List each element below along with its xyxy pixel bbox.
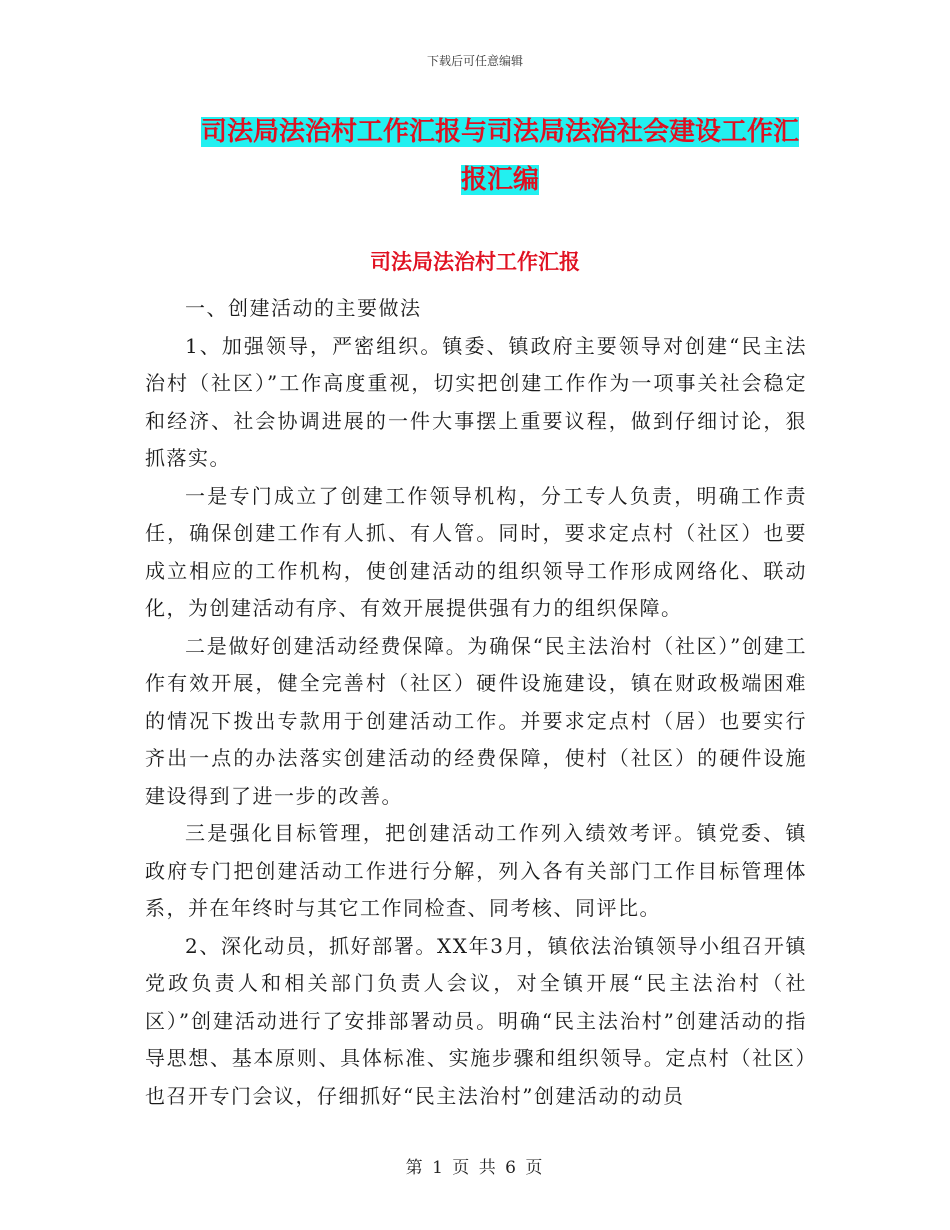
document-title-line2: 报汇编 [460,165,539,195]
paragraph: 一是专门成立了创建工作领导机构，分工专人负责，明确工作责任，确保创建工作有人抓、有人管。同时，要求定点村（社区）也要成立相应的工作机构，使创建活动的组织领导工作形成网络化、联动化，为创建活动有序、有效开展提供强有力的组织保障。 [145,483,807,620]
document-title [190,108,810,204]
paragraph: 三是强化目标管理，把创建活动工作列入绩效考评。镇党委、镇政府专门把创建活动工作进行分解，列入各有关部门工作目标管理体系，并在年终时与其它工作同检查、同考核、同评比。 [145,821,807,920]
section-title: 司法局法治村工作汇报 [370,249,580,274]
paragraph-heading: 一、创建活动的主要做法 [185,296,422,320]
paragraph: 2、深化动员，抓好部署。XX年3月，镇依法治镇领导小组召开镇党政负责人和相关部门负责人会议，对全镇开展“民主法治村（社区）”创建活动进行了安排部署动员。明确“民主法治村”创建活动的指导思想、基本原则、具体标准、实施步骤和组织领导。定点村（社区）也召开专门会议，仔细抓好“民主法治村”创建活动的动员 [145,933,807,1108]
paragraph: 1、加强领导，严密组织。镇委、镇政府主要领导对创建“民主法治村（社区）”工作高度重视，切实把创建工作作为一项事关社会稳定和经济、社会协调进展的一件大事摆上重要议程，做到仔细讨论，狠抓落实。 [145,333,807,470]
page-number: 第 1 页 共 6 页 [405,1158,545,1178]
paragraph: 二是做好创建活动经费保障。为确保“民主法治村（社区）”创建工作有效开展，健全完善村（社区）硬件设施建设，镇在财政极端困难的情况下拨出专款用于创建活动工作。并要求定点村（居）也要实行齐出一点的办法落实创建活动的经费保障，使村（社区）的硬件设施建设得到了进一步的改善。 [145,633,807,808]
body-text [145,290,807,1115]
page-header-note: 下载后可任意编辑 [426,54,523,68]
document-title-line1: 司法局法治村工作汇报与司法局法治社会建设工作汇 [200,117,799,147]
